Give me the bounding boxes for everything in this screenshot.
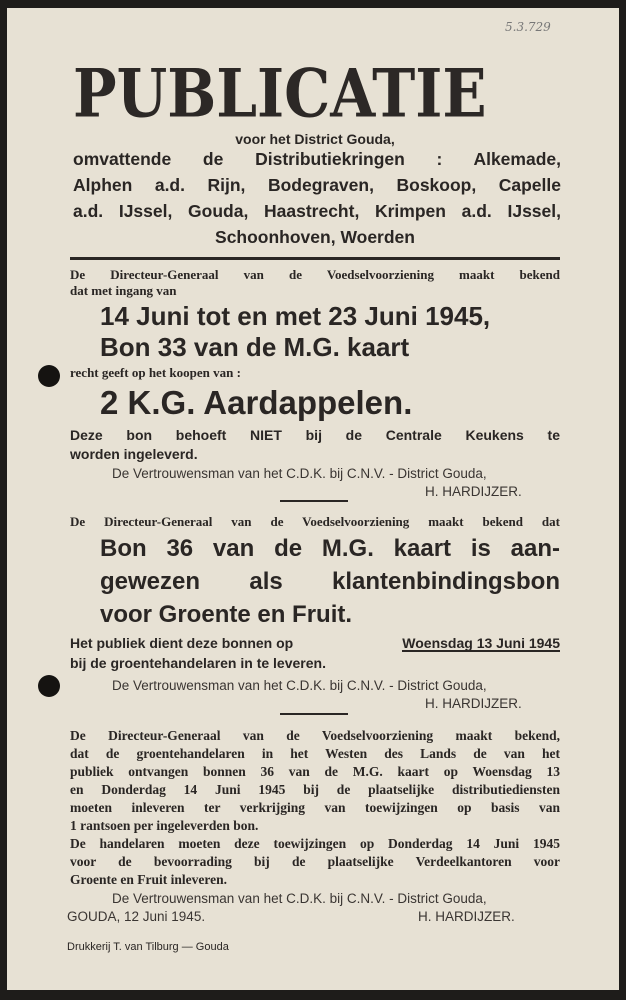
headline-line: gewezen als klantenbindingsbon: [100, 568, 560, 595]
coupon-heading: Bon 33 van de M.G. kaart: [100, 332, 410, 362]
instruction-line: [70, 636, 560, 652]
signer-name: H. HARDIJZER.: [425, 696, 522, 711]
intro-line: De Directeur-Generaal van de Voedselvoorziening maakt bekend dat: [70, 514, 560, 529]
period-heading: 14 Juni tot en met 23 Juni 1945,: [100, 301, 491, 331]
paragraph-line: dat de groentehandelaren in het Westen des Lands de van het: [70, 746, 560, 761]
paragraph-line: publiek ontvangen bonnen 36 van de M.G. kaart op Woensdag 13: [70, 764, 560, 779]
signer-name: H. HARDIJZER.: [425, 484, 522, 499]
instruction-line: bij de groentehandelaren in te leveren.: [70, 655, 326, 671]
districts-line: Alphen a.d. Rijn, Bodegraven, Boskoop, Capelle: [73, 175, 561, 195]
paragraph-line: en Donderdag 14 Juni 1945 bij de plaatselijke distributiediensten: [70, 782, 560, 797]
intro-line: De Directeur-Generaal van de Voedselvoorziening maakt bekend: [70, 267, 560, 282]
note-line: Deze bon behoeft NIET bij de Centrale Keukens te: [70, 427, 560, 443]
printer-credit: Drukkerij T. van Tilburg — Gouda: [67, 941, 229, 953]
archive-note: 5.3.729: [505, 20, 551, 34]
intro-line: dat met ingang van: [70, 283, 177, 298]
paragraph-line: Groente en Fruit inleveren.: [70, 872, 227, 887]
place-date: GOUDA, 12 Juni 1945.: [67, 909, 206, 924]
punch-hole: [38, 365, 60, 387]
subtitle: voor het District Gouda,: [235, 131, 395, 147]
paragraph-line: 1 rantsoen per ingeleverden bon.: [70, 818, 259, 833]
districts-line: omvattende de Distributiekringen : Alkemade,: [73, 149, 561, 169]
divider: [280, 713, 348, 715]
right-text: recht geeft op het koopen van :: [70, 365, 241, 380]
paragraph-line: De handelaren moeten deze toewijzingen op Donderdag 14 Juni 1945: [70, 836, 560, 851]
punch-hole: [38, 675, 60, 697]
divider: [70, 257, 560, 260]
headline-line: Bon 36 van de M.G. kaart is aan-: [100, 535, 560, 562]
headline-line: voor Groente en Fruit.: [100, 601, 353, 628]
signer-title: De Vertrouwensman van het C.D.K. bij C.N.V. - District Gouda,: [112, 678, 487, 693]
item-heading: 2 K.G. Aardappelen.: [100, 384, 413, 421]
districts-line: Schoonhoven, Woerden: [215, 227, 415, 247]
poster-title: PUBLICATIE: [73, 54, 487, 133]
signer-title: De Vertrouwensman van het C.D.K. bij C.N.V. - District Gouda,: [112, 891, 487, 906]
divider: [280, 500, 348, 502]
paragraph-line: De Directeur-Generaal van de Voedselvoorziening maakt bekend,: [70, 728, 560, 743]
paragraph-line: voor de bevoorrading bij de plaatselijke Verdeelkantoren voor: [70, 854, 560, 869]
signer-name: H. HARDIJZER.: [418, 909, 515, 924]
signer-title: De Vertrouwensman van het C.D.K. bij C.N.V. - District Gouda,: [112, 466, 487, 481]
instruction-date: Woensdag 13 Juni 1945: [402, 635, 560, 651]
paragraph-line: moeten inleveren ter verkrijging van toewijzingen op basis van: [70, 800, 560, 815]
note-line: worden ingeleverd.: [70, 446, 198, 462]
instruction-text: Het publiek dient deze bonnen op: [70, 635, 294, 651]
districts-line: a.d. IJssel, Gouda, Haastrecht, Krimpen a.d. IJssel,: [73, 201, 561, 221]
